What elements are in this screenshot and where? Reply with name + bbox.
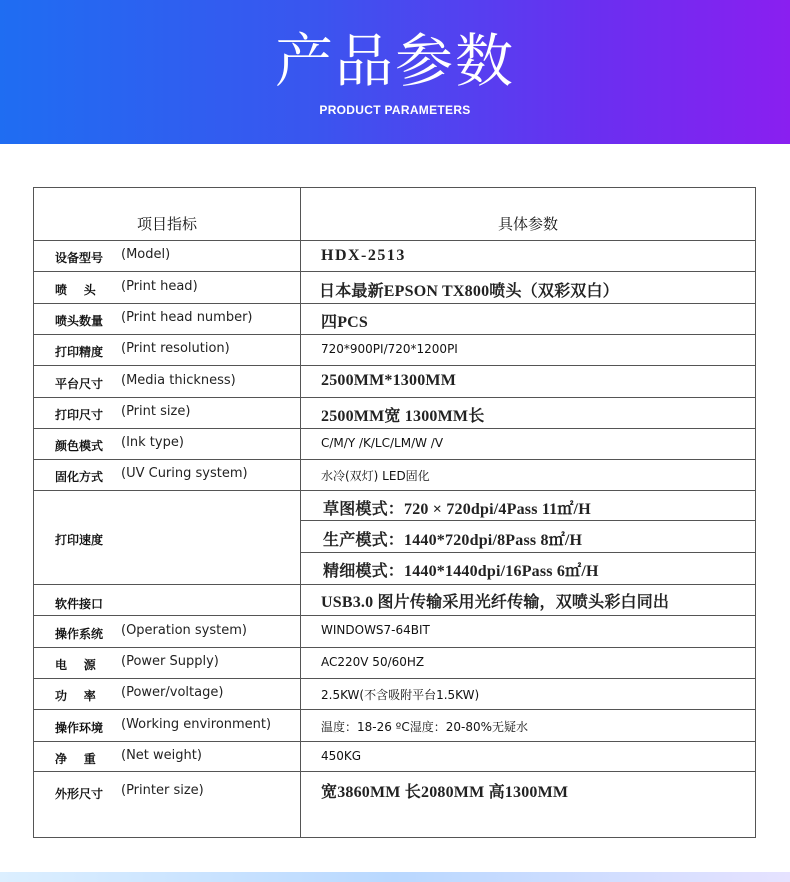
header-banner (0, 0, 790, 144)
table-header-row (34, 188, 755, 241)
row-label-en: (Power/voltage) (121, 685, 224, 700)
divider (301, 520, 755, 521)
divider (301, 552, 755, 553)
row-label-zh: 固化方式 (55, 470, 104, 484)
row-label-zh: 打印尺寸 (55, 408, 104, 422)
page-title: 产品参数 (274, 27, 515, 95)
row-label-zh: 平台尺寸 (55, 377, 104, 391)
bottom-band (0, 872, 790, 882)
row-label-zh: 打印精度 (55, 345, 104, 359)
table-row (34, 679, 755, 710)
table-row (34, 272, 755, 304)
speed-draft: 草图模式：720 × 720dpi/4Pass 11㎡/H (323, 501, 591, 518)
row-label-en: (UV Curing system) (121, 466, 248, 481)
row-label-en: (Power Supply) (121, 654, 219, 669)
table-row (34, 742, 755, 772)
row-label-zh: 外形尺寸 (55, 787, 104, 801)
header-item: 项目指标 (136, 215, 197, 233)
parameters-table (33, 187, 756, 838)
table-row (34, 304, 755, 335)
row-label-en: (Ink type) (121, 435, 184, 450)
row-value: 日本最新EPSON TX800喷头（双彩双白） (319, 283, 619, 300)
row-value: 四PCS (321, 314, 369, 331)
row-label-en: (Print head) (121, 279, 198, 294)
row-value: AC220V 50/60HZ (321, 655, 425, 669)
row-label-zh: 操作环境 (55, 721, 104, 735)
row-value: 720*900PI/720*1200PI (321, 342, 458, 356)
row-value: HDX-2513 (321, 247, 406, 264)
table-row (34, 335, 755, 366)
row-label-zh: 软件接口 (55, 597, 104, 611)
page-subtitle: PRODUCT PARAMETERS (319, 103, 471, 117)
row-label-en: (Operation system) (121, 623, 247, 638)
row-label-zh: 功 率 (55, 689, 96, 703)
row-label-en: (Net weight) (121, 748, 202, 763)
table-row (34, 710, 755, 742)
row-value: C/M/Y /K/LC/LM/W /V (321, 436, 444, 450)
row-label-zh: 操作系统 (55, 627, 104, 641)
table-row (34, 398, 755, 429)
table-row (34, 366, 755, 398)
table-row (34, 491, 755, 585)
row-label-zh: 喷头数量 (55, 314, 104, 328)
row-label-zh: 净 重 (55, 752, 96, 766)
row-value: 水冷(双灯) LED固化 (321, 469, 430, 483)
row-label-zh: 喷 头 (55, 283, 96, 297)
header-value: 具体参数 (497, 215, 558, 233)
row-label-en: (Print size) (121, 404, 191, 419)
row-label-en: (Media thickness) (121, 373, 236, 388)
row-value: 2.5KW(不含吸附平台1.5KW) (321, 688, 480, 702)
row-label-en: (Print resolution) (121, 341, 230, 356)
table-row (34, 616, 755, 648)
row-label-en: (Working environment) (121, 717, 272, 732)
row-value: 2500MM宽 1300MM长 (321, 408, 485, 425)
table-row (34, 241, 755, 272)
row-label-zh: 颜色模式 (55, 439, 104, 453)
row-value: 450KG (321, 749, 362, 763)
row-value: WINDOWS7-64BIT (321, 623, 430, 637)
row-label-zh: 电 源 (55, 658, 96, 672)
row-value: 2500MM*1300MM (321, 372, 457, 389)
row-label-zh: 打印速度 (55, 533, 104, 547)
speed-fine: 精细模式：1440*1440dpi/16Pass 6㎡/H (323, 563, 599, 580)
speed-production: 生产模式：1440*720dpi/8Pass 8㎡/H (323, 532, 583, 549)
table-row (34, 585, 755, 616)
row-label-en: (Model) (121, 247, 171, 262)
row-value: 宽3860MM 长2080MM 高1300MM (321, 784, 569, 801)
row-value: USB3.0 图片传输采用光纤传输，双喷头彩白同出 (321, 594, 670, 611)
row-value: 温度：18-26 ºC湿度：20-80%无疑水 (321, 720, 528, 734)
table-row (34, 460, 755, 491)
row-label-zh: 设备型号 (55, 251, 104, 265)
row-label-en: (Print head number) (121, 310, 253, 325)
table-row (34, 429, 755, 460)
table-row (34, 772, 755, 837)
row-label-en: (Printer size) (121, 783, 204, 798)
table-row (34, 648, 755, 679)
